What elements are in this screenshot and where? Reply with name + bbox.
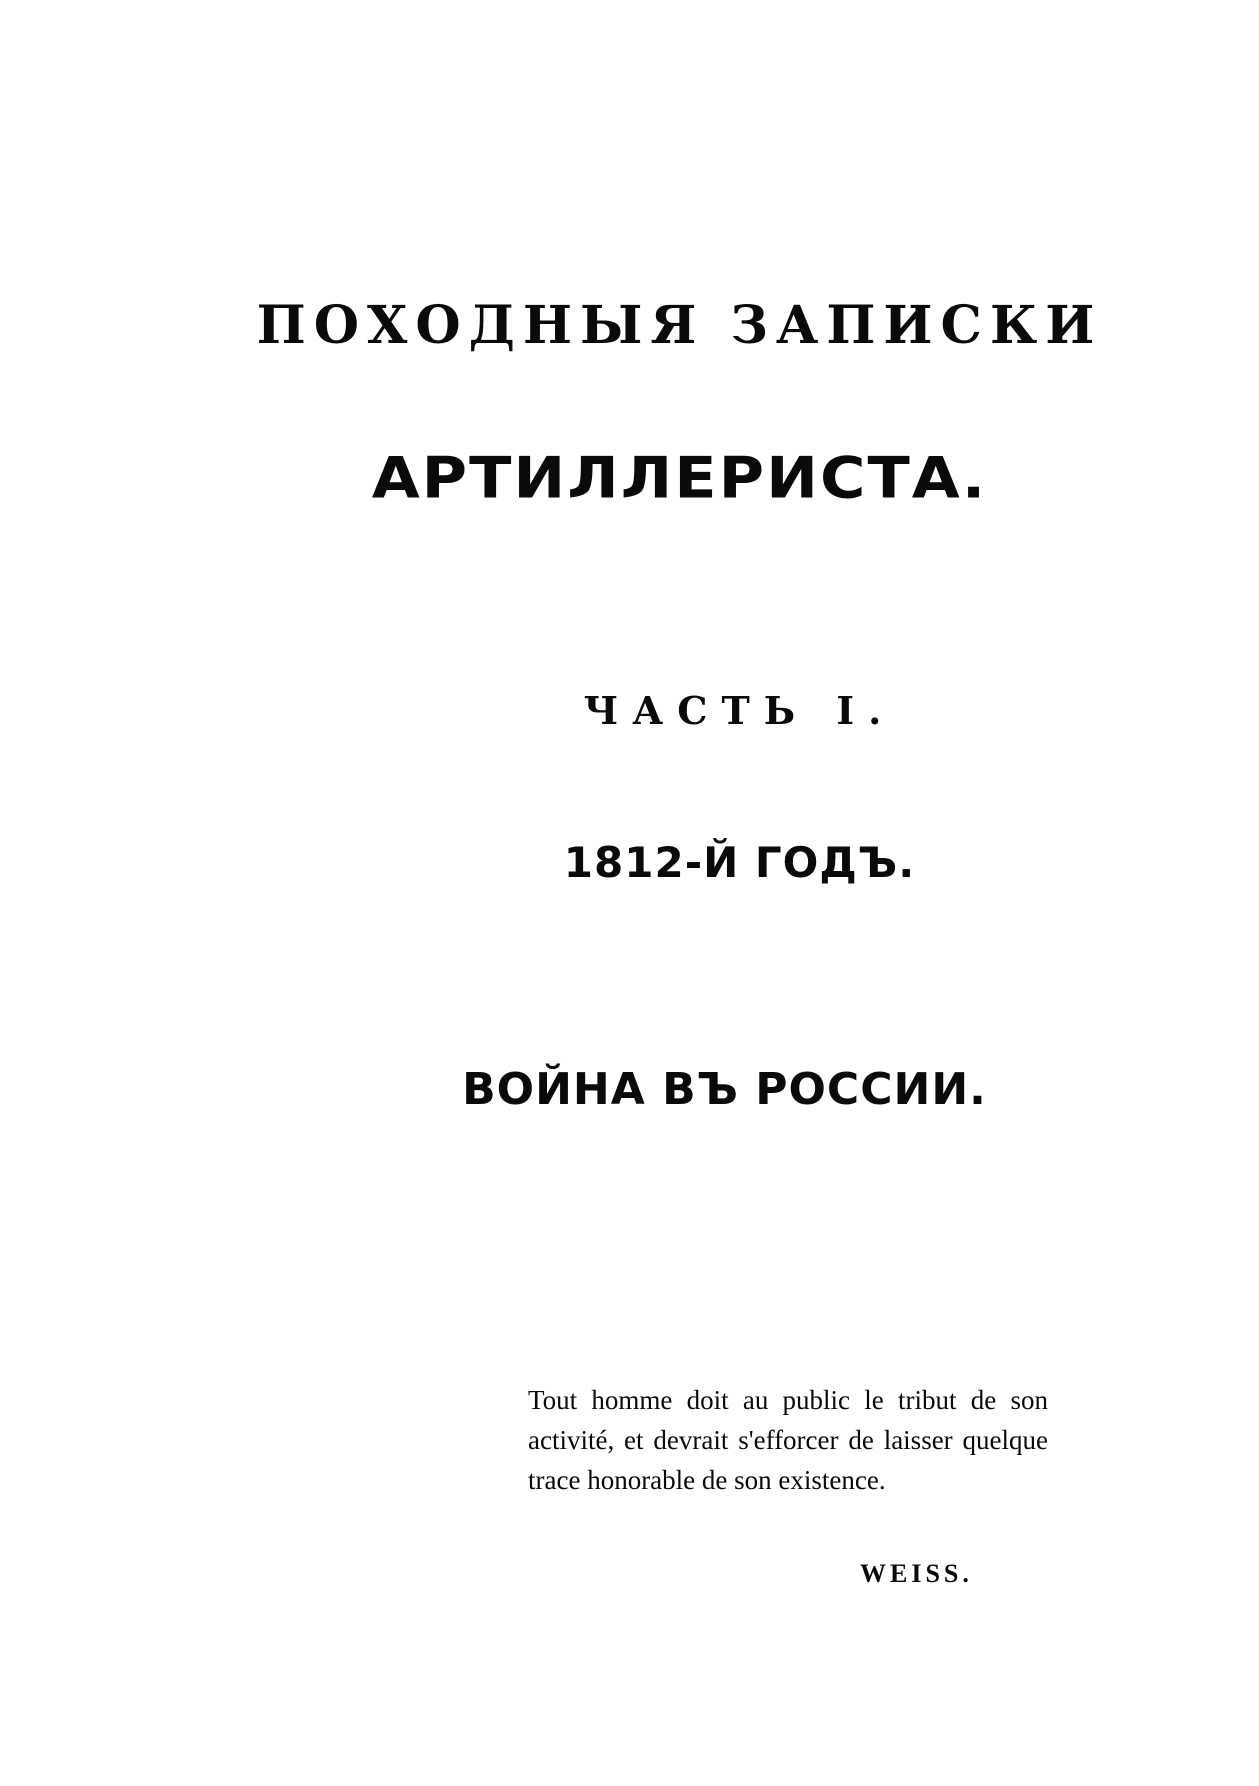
book-title-line-1: ПОХОДНЫЯ ЗАПИСКИ	[256, 295, 1103, 356]
book-subtitle: ВОЙНА ВЪ РОССИИ.	[462, 1064, 987, 1115]
book-title-line-2: АРТИЛЛЕРИСТА.	[371, 443, 988, 512]
part-number: ЧАСТЬ I.	[583, 688, 896, 733]
year-heading: 1812-Й ГОДЪ.	[563, 838, 916, 887]
epigraph-text: Tout homme doit au public le tribut de son activité, et devrait s'efforcer de laisser quelque trace honorable de son existence.	[528, 1385, 1048, 1495]
epigraph-author: WEISS.	[860, 1559, 973, 1588]
